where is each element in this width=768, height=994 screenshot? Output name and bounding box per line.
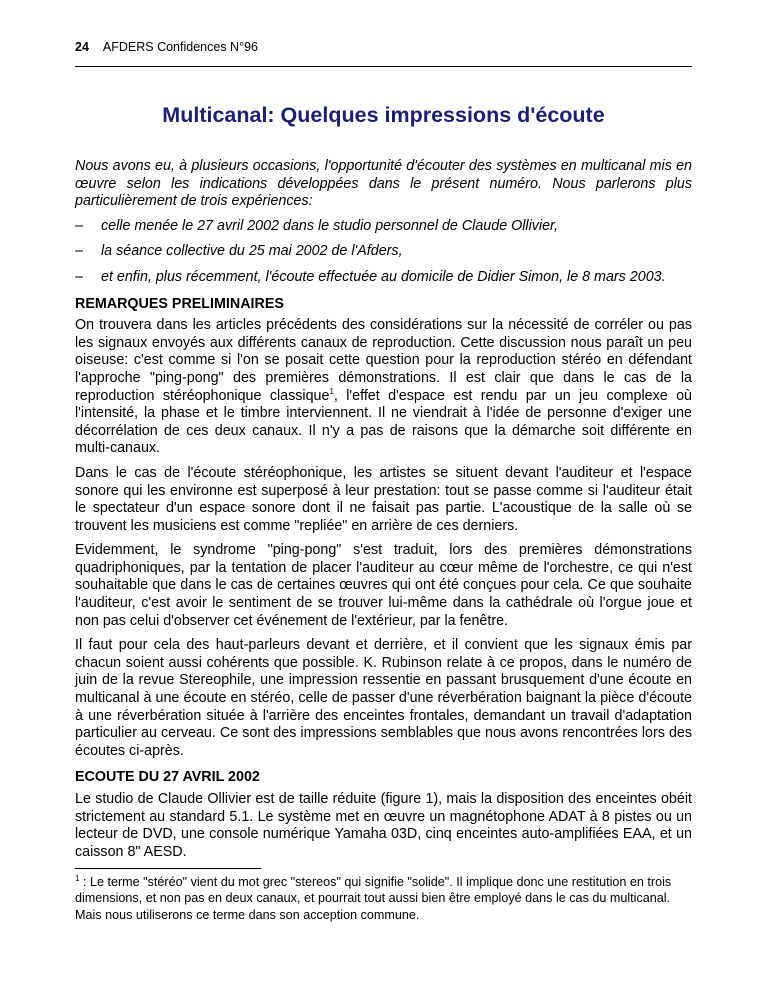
paragraph: On trouvera dans les articles précédents des considérations sur la nécessité de corréler ou pas les signaux envoyés aux différents canaux de reproduction. Cette discussion nous paraît un peu oiseuse: c'est comme si l'on se posait cette question pour la reproduction stéréo en défendant l'approche "ping-pong" des premières démonstrations. Il est clair que dans le cas de la reproduction stéréophonique classique$^1$, l'effet d'espace est rendu par un jeu complexe où l'intensité, la phase et le timbre interviennent. Il ne viendrait à l'idée de personne d'exiger une décorrélation de ces deux canaux. Il n'y a pas de raisons que la démarche soit différente en multi-canaux.	[75, 317, 692, 457]
publication-name: AFDERS Confidences N°96	[102, 40, 258, 54]
running-header	[75, 40, 258, 54]
footnote-reference[interactable]: 1	[329, 386, 334, 396]
paragraph: Evidemment, le syndrome "ping-pong" s'est traduit, lors des premières démonstrations quadriphoniques, par la tentation de placer l'auditeur au cœur même de l'orchestre, ce qui n'est souhaitable que dans le cas de certaines œuvres qui ont été conçues pour cela. Ce que souhaite l'auditeur, c'est avoir le sentiment de se trouver lui-même dans la cathédrale où l'orgue joue et non pas celui d'observer cet événement de l'extérieur, par la fenêtre.	[75, 542, 692, 629]
article-title: Multicanal: Quelques impressions d'écoute	[162, 103, 605, 127]
list-item: – et enfin, plus récemment, l'écoute effectuée au domicile de Didier Simon, le 8 mars 2003.	[75, 269, 692, 287]
paragraph: Dans le cas de l'écoute stéréophonique, les artistes se situent devant l'auditeur et l'espace sonore qui les environne est superposé à leur prestation: tout se passe comme si l'auditeur était le spectateur d'un espace sonore dont il ne faisait pas partie. L'acoustique de la salle où se trouvent les musiciens est comme "repliée" en arrière de ces derniers.	[75, 464, 692, 534]
article-body	[75, 158, 692, 868]
list-item: – celle menée le 27 avril 2002 dans le studio personnel de Claude Ollivier,	[75, 218, 692, 236]
experience-list	[75, 218, 692, 287]
page-number: 24	[75, 40, 89, 54]
footnote	[75, 874, 692, 923]
paragraph: Le studio de Claude Ollivier est de taille réduite (figure 1), mais la disposition des enceintes obéit strictement au standard 5.1. Le système met en œuvre un magnétophone ADAT à 8 pistes ou un lecteur de DVD, une console numérique Yamaha 03D, cinq enceintes auto-amplifiées EAA, et un caisson 8" AESD.	[75, 791, 692, 860]
footnote-number: 1	[75, 873, 80, 883]
footnote-text: : Le terme "stéréo" vient du mot grec "stereos" qui signifie "solide". Il implique donc une restitution en trois dimensions, et non pas en deux canaux, et pourrait tout aussi bien être employé dans le cas du multicanal. Mais nous utiliserons ce terme dans son acception commune.	[75, 875, 672, 922]
footnote-separator	[75, 868, 261, 869]
paragraph: Il faut pour cela des haut-parleurs devant et derrière, et il convient que les signaux émis par chacun soient aussi cohérents que possible. K. Rubinson relate à ce propos, dans le numéro de juin de la revue Stereophile, une impression ressentie en passant brusquement d'une écoute en multicanal à une écoute en stéréo, celle de passer d'une réverbération baignant la pièce d'écoute à une réverbération située à l'arrière des enceintes frontales, demandant un travail d'adaptation particulier au cerveau. Ce sont des impressions semblables que nous avons rencontrées lors des écoutes ci-après.	[75, 637, 692, 759]
list-item: – la séance collective du 25 mai 2002 de l'Afders,	[75, 243, 692, 261]
section-heading: ECOUTE DU 27 AVRIL 2002	[75, 769, 260, 786]
intro-paragraph: Nous avons eu, à plusieurs occasions, l'opportunité d'écouter des systèmes en multicanal mis en œuvre selon les indications développées dans le présent numéro. Nous parlerons plus particulièrement de trois expériences:	[75, 158, 692, 210]
header-rule	[75, 66, 692, 67]
section-heading: REMARQUES PRELIMINAIRES	[75, 295, 284, 312]
